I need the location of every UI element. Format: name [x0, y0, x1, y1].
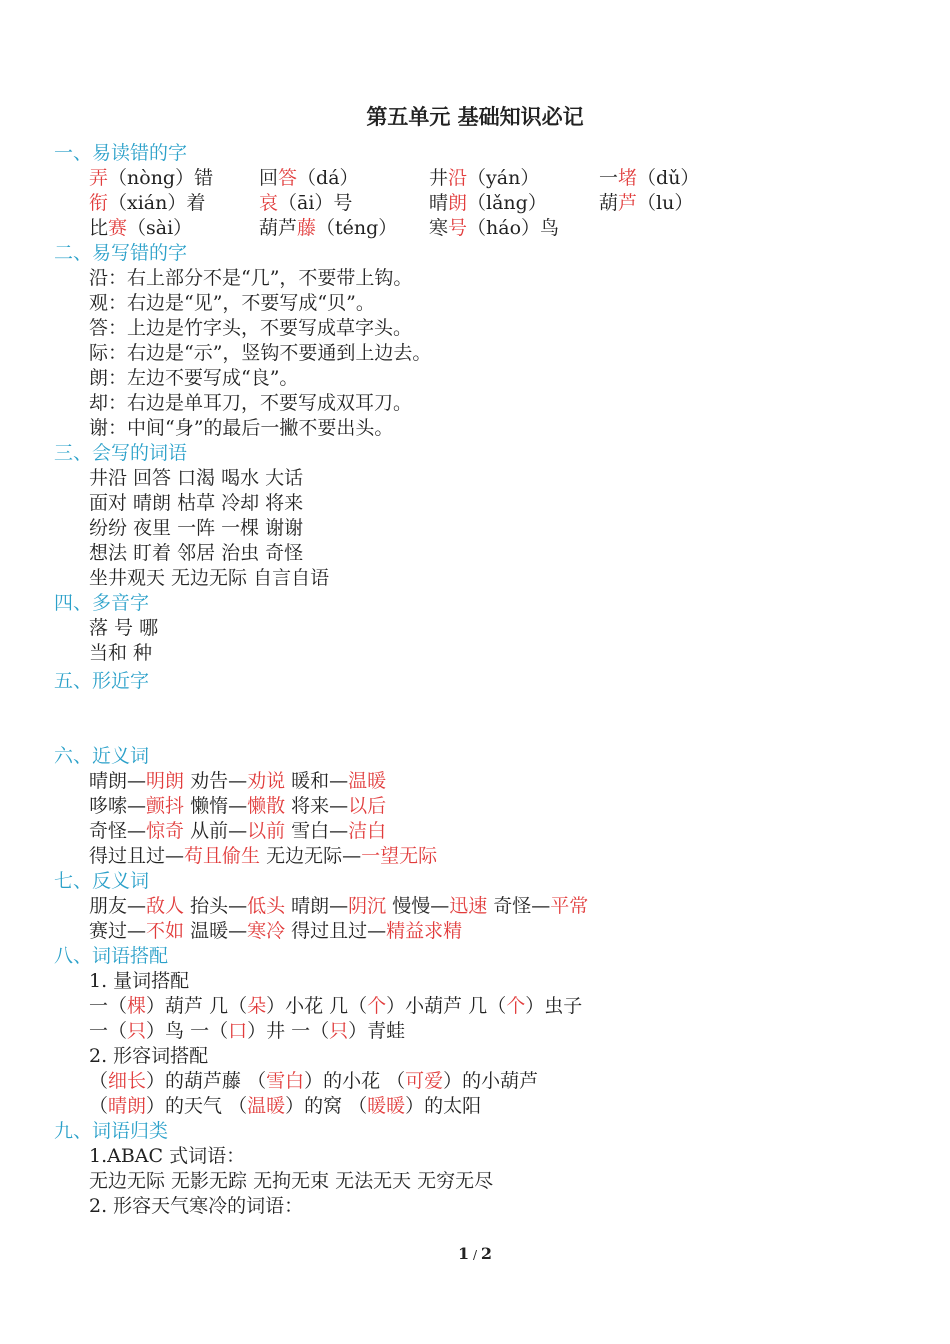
page-current: 1	[458, 1244, 470, 1263]
answer-word: 敌人	[146, 895, 185, 917]
text-fragment: ）的小花 （	[304, 1070, 406, 1092]
text-fragment: （lu）	[637, 192, 694, 214]
text-fragment: 比	[89, 217, 109, 239]
text-fragment: 懒惰—	[184, 795, 248, 817]
text-fragment: 无边无际—	[260, 845, 362, 867]
text-line: 答：上边是竹字头，不要写成草字头。	[89, 317, 413, 339]
text-fragment: （téng）	[316, 217, 398, 239]
text-fragment: 暖和—	[285, 770, 349, 792]
text-fragment: （	[89, 1095, 109, 1117]
answer-word: 只	[127, 1020, 147, 1042]
text-fragment: 晴	[429, 192, 449, 214]
page-number	[0, 1244, 950, 1263]
answer-word: 惊奇	[146, 820, 185, 842]
text-fragment: 哆嗦—	[89, 795, 147, 817]
text-fragment: 慢慢—	[386, 895, 450, 917]
text-fragment: 一（	[89, 995, 128, 1017]
word-pair-line	[54, 919, 914, 944]
key-character: 芦	[618, 192, 638, 214]
answer-word: 细长	[108, 1070, 147, 1092]
sub-heading: 2. 形容天气寒冷的词语：	[89, 1195, 304, 1217]
page-title: 第五单元 基础知识必记	[366, 105, 584, 129]
answer-word: 不如	[146, 920, 185, 942]
pinyin-cell	[429, 216, 599, 241]
key-character: 堵	[618, 167, 638, 189]
text-line: 却：右边是单耳刀，不要写成双耳刀。	[89, 392, 413, 414]
section-heading: 三、会写的词语	[54, 442, 188, 464]
sub-heading: 2. 形容词搭配	[89, 1045, 209, 1067]
key-character: 赛	[108, 217, 128, 239]
text-fragment: 雪白—	[285, 820, 349, 842]
text-line: 观：右边是“见”，不要写成“贝”。	[89, 292, 375, 314]
text-fragment: 得过且过—	[89, 845, 185, 867]
text-fragment: 晴朗—	[89, 770, 147, 792]
answer-word: 棵	[127, 995, 147, 1017]
text-fragment: 回	[259, 167, 279, 189]
pinyin-cell	[429, 166, 599, 191]
text-line: 无边无际 无影无踪 无拘无束 无法无天 无穷无尽	[89, 1170, 494, 1192]
text-fragment: ）虫子	[525, 995, 583, 1017]
pinyin-cell	[259, 216, 429, 241]
text-fragment: 一（	[89, 1020, 128, 1042]
answer-word: 劝说	[247, 770, 286, 792]
pinyin-cell	[89, 191, 259, 216]
answer-word: 温暖	[348, 770, 387, 792]
section-heading: 一、易读错的字	[54, 142, 188, 164]
text-fragment: ）井 一（	[247, 1020, 330, 1042]
text-line: 想法 盯着 邻居 治虫 奇怪	[89, 542, 304, 564]
section-heading: 五、形近字	[54, 670, 150, 692]
word-pair-line	[54, 894, 914, 919]
pinyin-cell	[259, 191, 429, 216]
match-line	[54, 1019, 914, 1044]
answer-word: 迅速	[449, 895, 488, 917]
text-fragment: ）葫芦 几（	[146, 995, 248, 1017]
text-fragment: 将来—	[285, 795, 349, 817]
text-fragment: 寒	[429, 217, 449, 239]
answer-word: 颤抖	[146, 795, 185, 817]
key-character: 朗	[448, 192, 468, 214]
answer-word: 个	[367, 995, 387, 1017]
answer-word: 口	[228, 1020, 248, 1042]
text-fragment: 抬头—	[184, 895, 248, 917]
text-fragment: ）青蛙	[348, 1020, 406, 1042]
text-fragment: （xián）着	[108, 192, 206, 214]
text-line: 纷纷 夜里 一阵 一棵 谢谢	[89, 517, 304, 539]
text-line: 际：右边是“示”，竖钩不要通到上边去。	[89, 342, 432, 364]
answer-word: 以后	[348, 795, 387, 817]
section-heading: 四、多音字	[54, 592, 150, 614]
page-total: 2	[480, 1244, 492, 1263]
pinyin-row	[54, 191, 914, 216]
word-pair-line	[54, 769, 914, 794]
answer-word: 以前	[247, 820, 286, 842]
text-fragment: 葫	[599, 192, 619, 214]
answer-word: 洁白	[348, 820, 387, 842]
text-fragment: ）的小葫芦	[443, 1070, 539, 1092]
word-pair-line	[54, 844, 914, 869]
text-line: 面对 晴朗 枯草 冷却 将来	[89, 492, 304, 514]
answer-word: 朵	[247, 995, 267, 1017]
section-heading: 八、词语搭配	[54, 945, 169, 967]
answer-word: 晴朗	[108, 1095, 147, 1117]
blank-space	[54, 694, 914, 744]
answer-word: 苟且偷生	[184, 845, 261, 867]
word-pair-line	[54, 819, 914, 844]
answer-word: 寒冷	[247, 920, 286, 942]
text-line: 当和 种	[89, 642, 153, 664]
section-heading: 七、反义词	[54, 870, 150, 892]
text-fragment: （dá）	[297, 167, 359, 189]
text-fragment: （sài）	[127, 217, 193, 239]
text-fragment: ）的天气 （	[146, 1095, 248, 1117]
answer-word: 只	[329, 1020, 349, 1042]
sub-heading: 1. 量词搭配	[89, 970, 190, 992]
text-fragment: （háo）鸟	[467, 217, 560, 239]
pinyin-cell	[89, 216, 259, 241]
text-fragment: 朋友—	[89, 895, 147, 917]
section-heading: 二、易写错的字	[54, 242, 188, 264]
text-fragment: 得过且过—	[285, 920, 387, 942]
text-line: 坐井观天 无边无际 自言自语	[89, 567, 330, 589]
sub-heading: 1.ABAC 式词语：	[89, 1145, 246, 1167]
text-fragment: ）的窝 （	[285, 1095, 368, 1117]
answer-word: 平常	[550, 895, 589, 917]
key-character: 号	[448, 217, 468, 239]
pinyin-cell	[429, 191, 599, 216]
text-fragment: （	[89, 1070, 109, 1092]
text-line: 井沿 回答 口渴 喝水 大话	[89, 467, 304, 489]
pinyin-cell	[89, 166, 259, 191]
key-character: 沿	[448, 167, 468, 189]
answer-word: 精益求精	[386, 920, 463, 942]
text-fragment: 温暖—	[184, 920, 248, 942]
answer-word: 明朗	[146, 770, 185, 792]
answer-word: 个	[506, 995, 526, 1017]
answer-word: 懒散	[247, 795, 286, 817]
text-fragment: 晴朗—	[285, 895, 349, 917]
text-fragment: （lǎng）	[467, 192, 547, 214]
text-fragment: 葫芦	[259, 217, 298, 239]
key-character: 弄	[89, 167, 109, 189]
text-fragment: （yán）	[467, 167, 540, 189]
answer-word: 暖暖	[367, 1095, 406, 1117]
pinyin-cell	[259, 166, 429, 191]
text-fragment: （dǔ）	[637, 167, 700, 189]
text-fragment: 井	[429, 167, 449, 189]
text-fragment: 一	[599, 167, 619, 189]
match-line	[54, 1094, 914, 1119]
text-line: 朗：左边不要写成“良”。	[89, 367, 299, 389]
answer-word: 低头	[247, 895, 286, 917]
answer-word: 阴沉	[348, 895, 387, 917]
section-heading: 六、近义词	[54, 745, 150, 767]
match-line	[54, 1069, 914, 1094]
key-character: 哀	[259, 192, 279, 214]
text-fragment: （nòng）错	[108, 167, 214, 189]
word-pair-line	[54, 794, 914, 819]
text-fragment: 从前—	[184, 820, 248, 842]
text-fragment: （āi）号	[278, 192, 353, 214]
pinyin-row	[54, 166, 914, 191]
pinyin-cell	[599, 191, 769, 216]
text-fragment: ）小花 几（	[266, 995, 368, 1017]
text-fragment: ）小葫芦 几（	[386, 995, 507, 1017]
match-line	[54, 994, 914, 1019]
text-line: 沿：右上部分不是“几”，不要带上钩。	[89, 267, 413, 289]
key-character: 衔	[89, 192, 109, 214]
text-fragment: 劝告—	[184, 770, 248, 792]
answer-word: 雪白	[266, 1070, 305, 1092]
text-fragment: 赛过—	[89, 920, 147, 942]
content	[54, 141, 914, 1219]
text-fragment: ）鸟 一（	[146, 1020, 229, 1042]
text-fragment: 奇怪—	[89, 820, 147, 842]
key-character: 藤	[297, 217, 317, 239]
key-character: 答	[278, 167, 298, 189]
section-heading: 九、词语归类	[54, 1120, 169, 1142]
text-line: 落 号 哪	[89, 617, 159, 639]
text-line: 谢：中间“身”的最后一撇不要出头。	[89, 417, 394, 439]
pinyin-cell	[599, 166, 769, 191]
answer-word: 温暖	[247, 1095, 286, 1117]
text-fragment: 奇怪—	[487, 895, 551, 917]
text-fragment: ）的太阳	[405, 1095, 482, 1117]
page-separator: /	[469, 1248, 481, 1262]
answer-word: 一望无际	[361, 845, 438, 867]
pinyin-row	[54, 216, 914, 241]
answer-word: 可爱	[405, 1070, 444, 1092]
text-fragment: ）的葫芦藤 （	[146, 1070, 267, 1092]
